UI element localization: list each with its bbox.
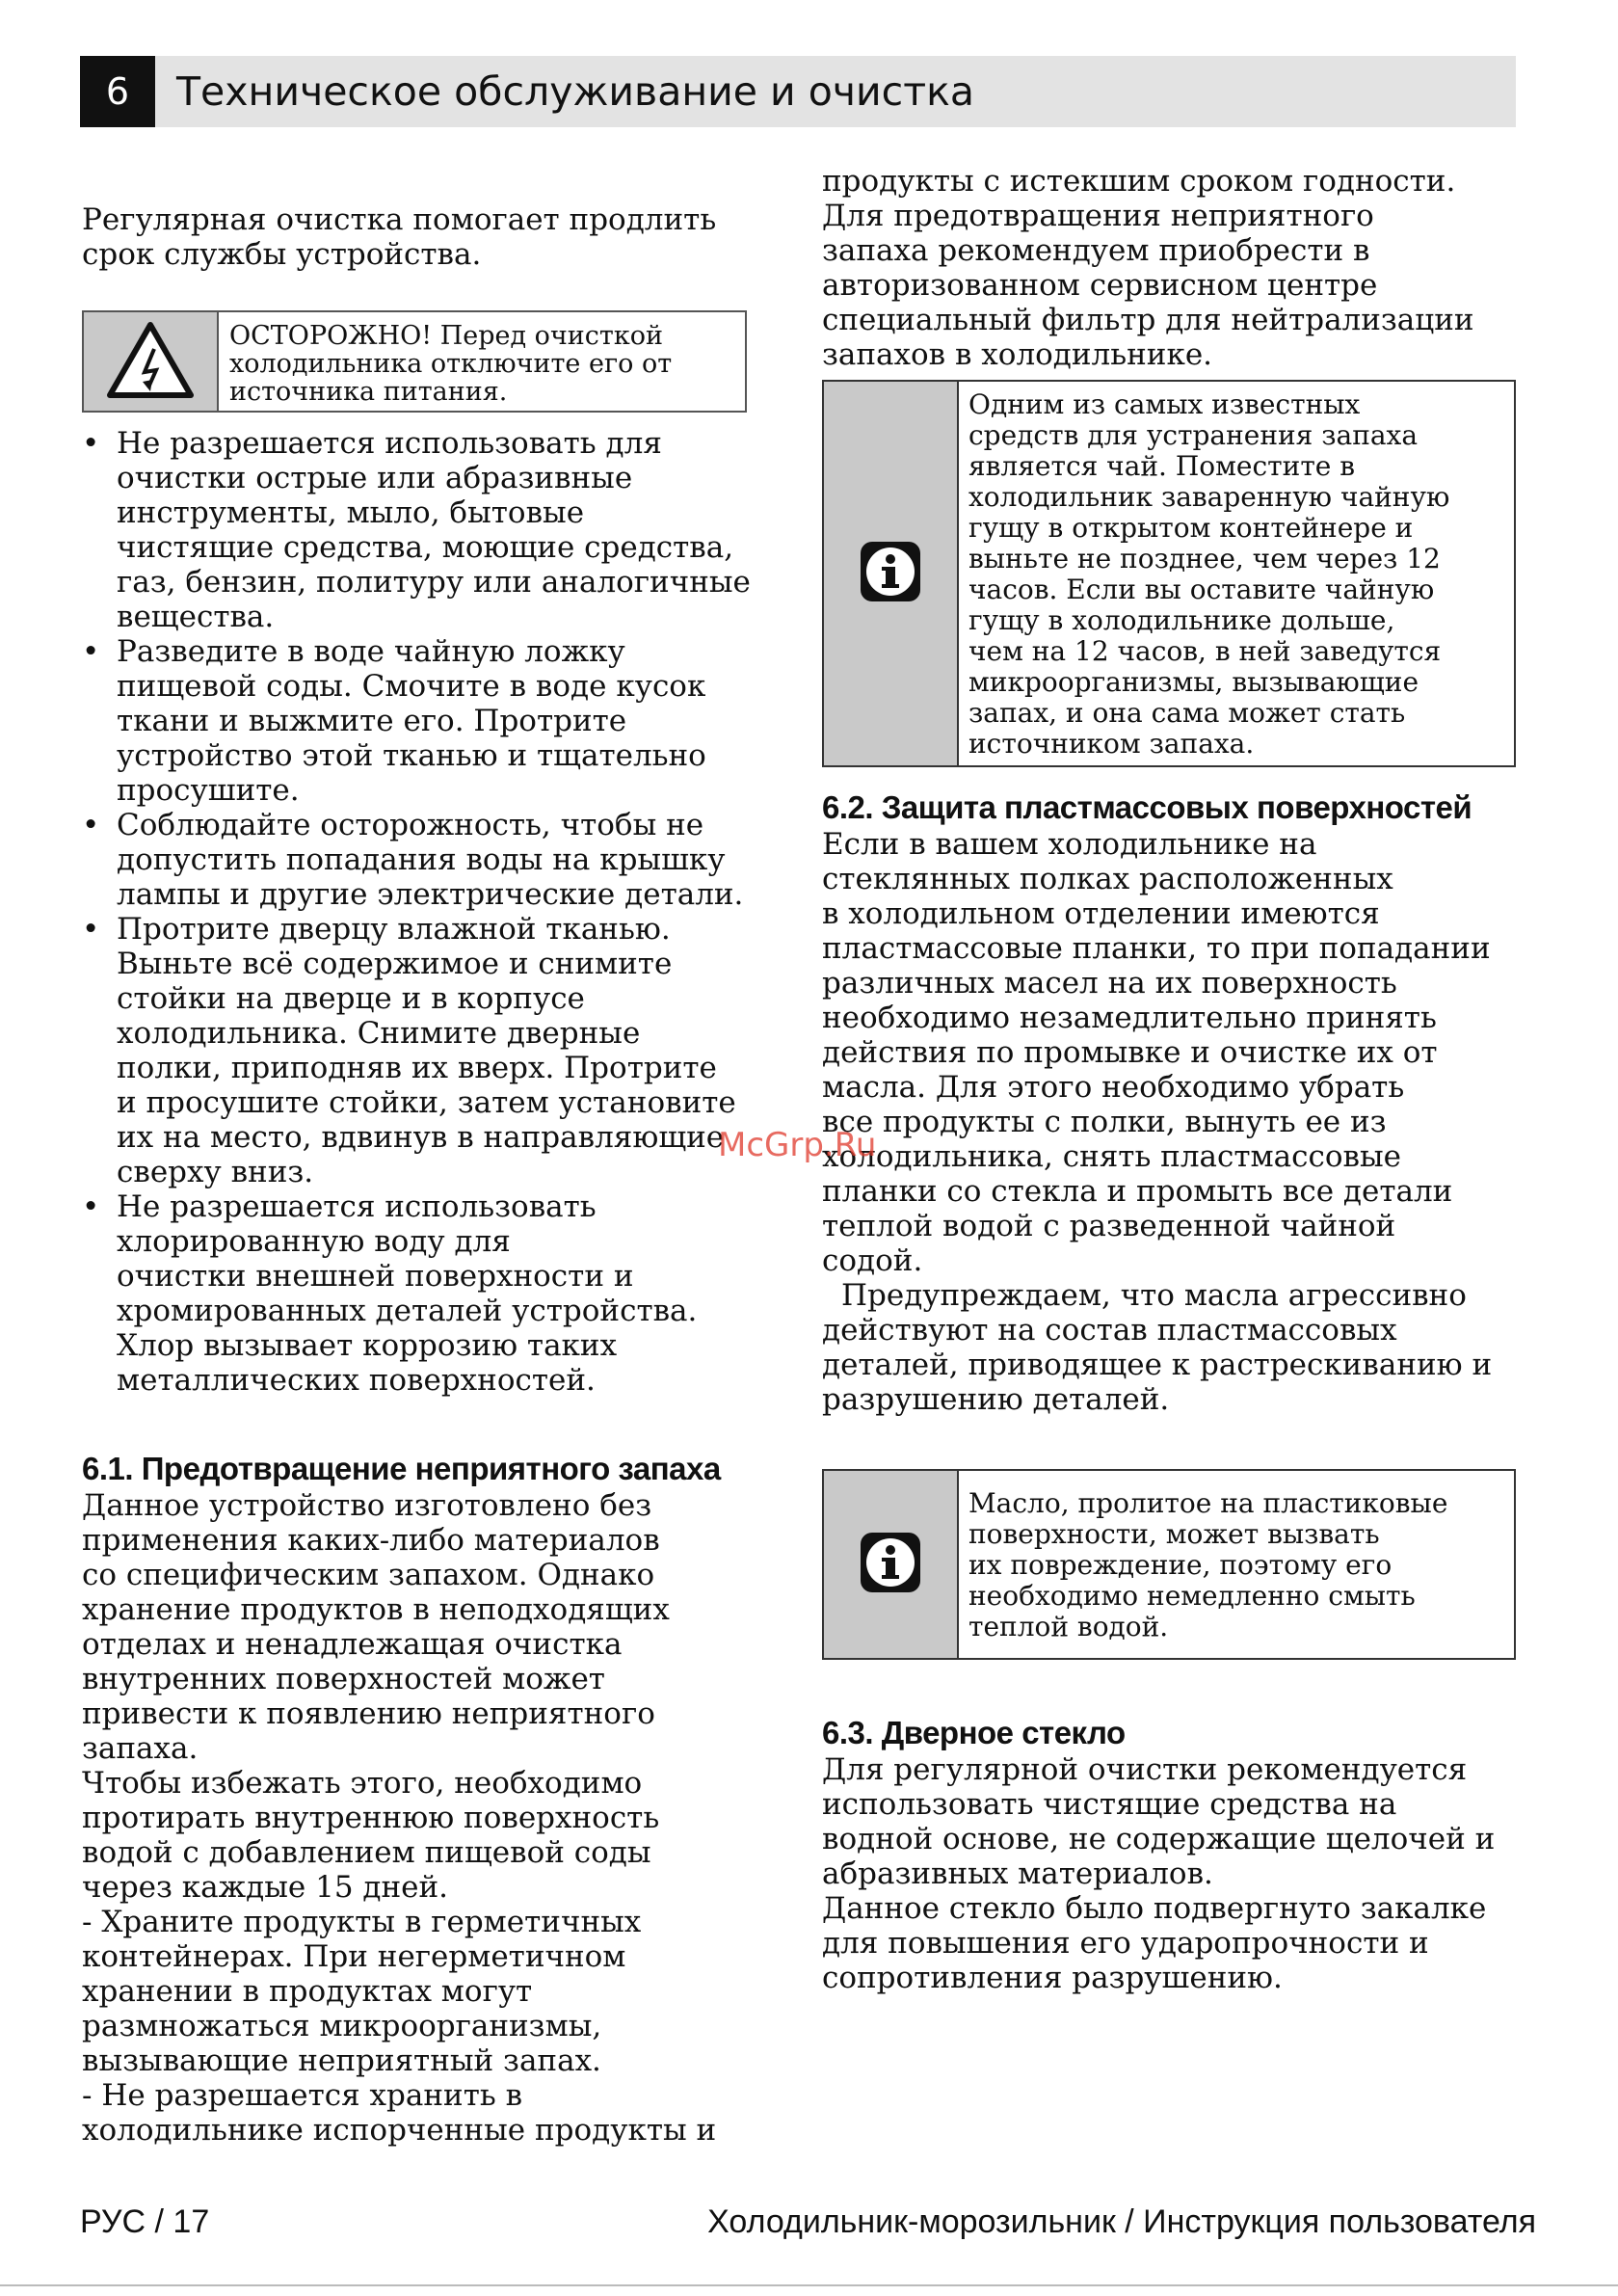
list-item (82, 634, 776, 808)
text-line: очистки острые или абразивные (117, 461, 633, 495)
text-line: металлических поверхностей. (117, 1363, 596, 1398)
text-line: Предупреждаем, что масла агрессивно (841, 1278, 1467, 1313)
text-line: сопротивления разрушению. (822, 1961, 1283, 1995)
section-number: 6 (80, 56, 155, 127)
text-line: запах, и она сама может стать (968, 697, 1406, 729)
document-title: Холодильник-морозильник / Инструкция пользователя (707, 2203, 1536, 2240)
page-number: РУС / 17 (80, 2203, 210, 2240)
text-line: пищевой соды. Смочите в воде кусок (117, 669, 706, 704)
text-line: и просушите стойки, затем установите (117, 1085, 736, 1120)
text-line: действия по промывке и очистке их от (822, 1035, 1438, 1070)
text-line: гущу в холодильнике дольше, (968, 604, 1395, 636)
text-line: хранение продуктов в неподходящих (82, 1592, 670, 1627)
text-line: поверхности, может вызвать (968, 1518, 1380, 1550)
text-line: все продукты с полки, вынуть ее из (822, 1105, 1387, 1139)
text-line: в холодильном отделении имеются (822, 896, 1380, 931)
text-line: контейнерах. При негерметичном (82, 1939, 626, 1974)
text-line: Данное устройство изготовлено без (82, 1488, 652, 1523)
info-text (959, 1471, 1447, 1658)
info-text (959, 382, 1449, 765)
text-line: сверху вниз. (117, 1155, 314, 1189)
text-line: разрушению деталей. (822, 1382, 1170, 1417)
list-item (82, 912, 776, 1189)
text-line: чем на 12 часов, в ней заведутся (968, 635, 1442, 667)
section-title: Техническое обслуживание и очистка (176, 68, 974, 115)
text-line: использовать чистящие средства на (822, 1787, 1397, 1822)
text-line: Регулярная очистка помогает продлить (82, 202, 717, 237)
text-line: Одним из самых известных (968, 388, 1361, 420)
warning-icon-cell (84, 312, 219, 411)
watermark-text: McGrp.Ru (718, 1126, 877, 1164)
text-line: источника питания. (229, 377, 508, 407)
text-line: Данное стекло было подвергнуто закалке (822, 1891, 1487, 1926)
text-line: холодильника, снять пластмассовые (822, 1139, 1401, 1174)
text-line: их на место, вдвинув в направляющие (117, 1120, 725, 1155)
list-item (82, 426, 776, 634)
text-line: просушите. (117, 773, 300, 808)
text-line: пластмассовые планки, то при попадании (822, 931, 1491, 966)
text-line: размножаться микроорганизмы, (82, 2009, 602, 2043)
text-line: инструменты, мыло, бытовые (117, 495, 585, 530)
text-line: авторизованном сервисном центре (822, 268, 1378, 303)
text-line: масла. Для этого необходимо убрать (822, 1070, 1405, 1105)
text-line: чистящие средства, моющие средства, (117, 530, 734, 565)
text-line: Хлор вызывает коррозию таких (117, 1328, 618, 1363)
list-item (82, 1189, 776, 1398)
info-icon (859, 540, 922, 607)
info-icon-cell (824, 382, 959, 765)
text-line: Для регулярной очистки рекомендуется (822, 1752, 1468, 1787)
text-line: теплой водой с разведенной чайной (822, 1209, 1396, 1243)
text-line: продукты с истекшим сроком годности. (822, 164, 1456, 199)
text-line: запаха. (82, 1731, 199, 1766)
info-box-tea (822, 380, 1516, 767)
text-line: Соблюдайте осторожность, чтобы не (117, 808, 704, 842)
text-line: через каждые 15 дней. (82, 1870, 449, 1905)
warning-text (219, 312, 672, 411)
text-line: микроорганизмы, вызывающие (968, 666, 1419, 698)
text-line: срок службы устройства. (82, 237, 482, 272)
text-line: является чай. Поместите в (968, 450, 1356, 482)
text-line: теплой водой. (968, 1611, 1169, 1642)
text-line: Разведите в воде чайную ложку (117, 634, 625, 669)
text-line: специальный фильтр для нейтрализации (822, 303, 1474, 337)
text-line: Не разрешается использовать (117, 1189, 597, 1224)
warning-triangle-icon (106, 320, 195, 403)
text-line: холодильника отключите его от (229, 349, 673, 379)
text-line: вызывающие неприятный запах. (82, 2043, 601, 2078)
text-line: лампы и другие электрические детали. (117, 877, 744, 912)
text-line: абразивных материалов. (822, 1856, 1213, 1891)
text-line: источником запаха. (968, 728, 1255, 760)
text-line: вещества. (117, 600, 275, 634)
section-6-2-warning-paragraph (822, 1278, 1516, 1417)
warning-box (82, 310, 747, 413)
text-line: необходимо немедленно смыть (968, 1580, 1416, 1612)
text-line: холодильнике испорченные продукты и (82, 2113, 717, 2148)
section-6-3-body (822, 1752, 1516, 1995)
text-line: хромированных деталей устройства. (117, 1294, 698, 1328)
text-line: деталей, приводящее к растрескиванию и (822, 1348, 1493, 1382)
text-line: применения каких-либо материалов (82, 1523, 660, 1558)
text-line: действуют на состав пластмассовых (822, 1313, 1397, 1348)
text-line: необходимо незамедлительно принять (822, 1001, 1437, 1035)
text-line: различных масел на их поверхность (822, 966, 1397, 1001)
section-6-2-heading: 6.2. Защита пластмассовых поверхностей (822, 789, 1472, 825)
text-line: планки со стекла и промыть все детали (822, 1174, 1453, 1209)
text-line: газ, бензин, политуру или аналогичные (117, 565, 751, 600)
info-icon-cell (824, 1471, 959, 1658)
info-box-oil (822, 1469, 1516, 1660)
text-line: Не разрешается использовать для (117, 426, 662, 461)
section-6-1-heading: 6.1. Предотвращение неприятного запаха (82, 1451, 721, 1486)
intro-paragraph (82, 202, 776, 272)
text-line: - Храните продукты в герметичных (82, 1905, 642, 1939)
text-line: со специфическим запахом. Однако (82, 1558, 655, 1592)
text-line: отделах и ненадлежащая очистка (82, 1627, 623, 1662)
text-line: часов. Если вы оставите чайную (968, 574, 1435, 605)
text-line: Чтобы избежать этого, необходимо (82, 1766, 643, 1801)
text-line: водной основе, не содержащие щелочей и (822, 1822, 1496, 1856)
section-6-3-heading: 6.3. Дверное стекло (822, 1715, 1126, 1750)
text-line: Протрите дверцу влажной тканью. (117, 912, 671, 947)
text-line: запахов в холодильнике. (822, 337, 1213, 372)
cleaning-instructions-list (82, 426, 776, 1398)
section-6-2-body (822, 827, 1516, 1278)
text-line: выньте не позднее, чем через 12 (968, 543, 1441, 574)
text-line: допустить попадания воды на крышку (117, 842, 726, 877)
right-column (822, 164, 1516, 1995)
text-line: хлорированную воду для (117, 1224, 511, 1259)
text-line: внутренних поверхностей может (82, 1662, 605, 1696)
text-line: Для предотвращения неприятного (822, 199, 1374, 233)
section-header (80, 56, 1516, 127)
text-line: Масло, пролитое на пластиковые (968, 1487, 1448, 1519)
text-line: ОСТОРОЖНО! Перед очисткой (229, 321, 663, 351)
section-6-1-body (82, 1488, 776, 2148)
text-line: холодильника. Снимите дверные (117, 1016, 641, 1051)
text-line: стеклянных полках расположенных (822, 862, 1393, 896)
text-line: для повышения его ударопрочности и (822, 1926, 1429, 1961)
text-line: содой. (822, 1243, 923, 1278)
text-line: стойки на дверце и в корпусе (117, 981, 585, 1016)
text-line: гущу в открытом контейнере и (968, 512, 1414, 544)
text-line: устройство этой тканью и тщательно (117, 738, 706, 773)
text-line: Если в вашем холодильнике на (822, 827, 1317, 862)
text-line: очистки внешней поверхности и (117, 1259, 634, 1294)
text-line: запаха рекомендуем приобрести в (822, 233, 1370, 268)
text-line: - Не разрешается хранить в (82, 2078, 523, 2113)
text-line: Выньте всё содержимое и снимите (117, 947, 673, 981)
text-line: привести к появлению неприятного (82, 1696, 655, 1731)
text-line: их повреждение, поэтому его (968, 1549, 1393, 1581)
text-line: холодильник заваренную чайную (968, 481, 1450, 513)
bottom-divider (0, 2284, 1618, 2286)
text-line: хранении в продуктах могут (82, 1974, 533, 2009)
text-line: средств для устранения запаха (968, 419, 1419, 451)
continuation-paragraph (822, 164, 1516, 372)
left-column (82, 162, 776, 2148)
info-icon (859, 1531, 922, 1598)
text-line: полки, приподняв их вверх. Протрите (117, 1051, 717, 1085)
list-item (82, 808, 776, 912)
text-line: протирать внутреннюю поверхность (82, 1801, 660, 1835)
text-line: водой с добавлением пищевой соды (82, 1835, 651, 1870)
text-line: ткани и выжмите его. Протрите (117, 704, 627, 738)
